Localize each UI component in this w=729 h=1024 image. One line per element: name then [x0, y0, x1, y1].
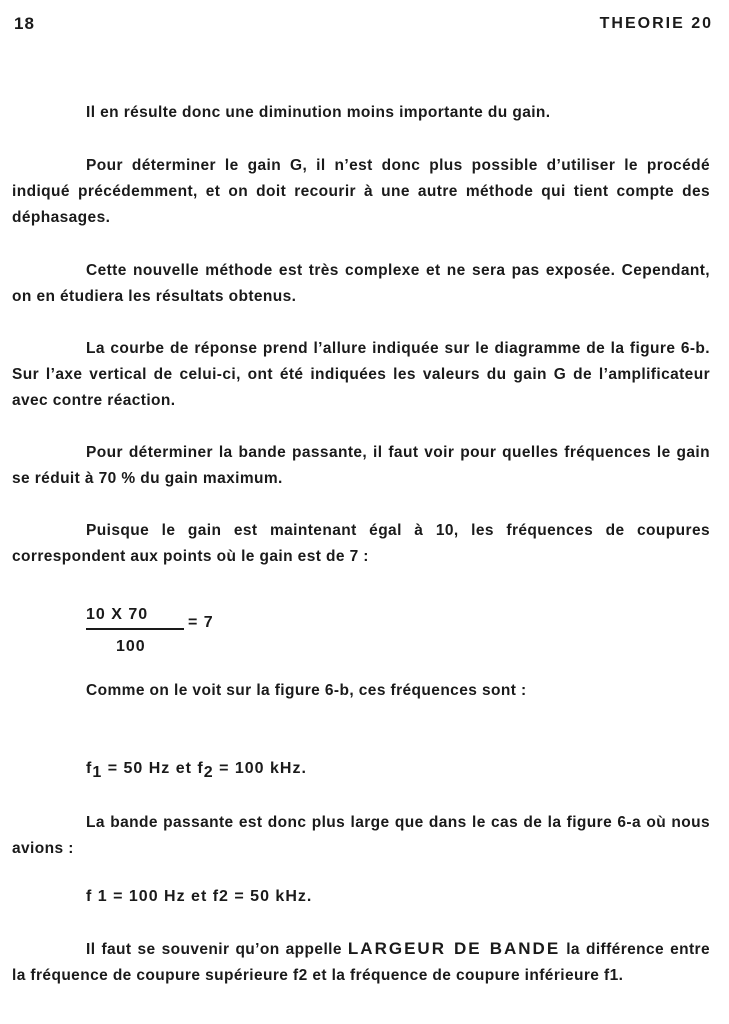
- paragraph-2: Pour déterminer le gain G, il n’est donc plus possible d’utiliser le procédé indiqué précédemment, et on doit recourir à une autre méthode qui tient compte des déphasages.: [12, 157, 710, 226]
- paragraph-5: Pour déterminer la bande passante, il faut voir pour quelles fréquences le gain se réduit à 70 % du gain maximum.: [12, 444, 710, 487]
- paragraph-7: Comme on le voit sur la figure 6-b, ces fréquences sont :: [86, 682, 527, 699]
- fraction-bar: [86, 628, 184, 630]
- fraction-denominator: 100: [116, 638, 146, 655]
- cutoff-formula-6a: f 1 = 100 Hz et f2 = 50 kHz.: [86, 888, 313, 905]
- paragraph-6: Puisque le gain est maintenant égal à 10, les fréquences de coupures correspondent aux points où le gain est de 7 :: [12, 522, 710, 565]
- page-number: 18: [14, 14, 35, 33]
- paragraph-9: Il faut se souvenir qu’on appelle LARGEUR DE BANDE la différence entre la fréquence de coupure supérieure f2 et la fréquence de coupure inférieure f1.: [12, 939, 711, 984]
- section-title: THEORIE 20: [599, 15, 713, 32]
- paragraph-1: Il en résulte donc une diminution moins importante du gain.: [86, 104, 551, 121]
- paragraph-4: La courbe de réponse prend l’allure indiquée sur le diagramme de la figure 6-b. Sur l’axe vertical de celui-ci, ont été indiquées les valeurs du gain G de l’amplificateur avec contre réaction.: [12, 340, 710, 409]
- paragraph-8: La bande passante est donc plus large que dans le cas de la figure 6-a où nous avions :: [12, 814, 710, 857]
- cutoff-formula-6b: $f_1 = 50$ Hz et $f_2 = 100$ kHz.: [86, 760, 307, 781]
- bandwidth-term: LARGEUR DE BANDE: [347, 939, 561, 958]
- paragraph-3: Cette nouvelle méthode est très complexe et ne sera pas exposée. Cependant, on en étudiera les résultats obtenus.: [12, 262, 710, 305]
- fraction-result: = 7: [188, 614, 214, 631]
- fraction-numerator: 10 X 70: [86, 606, 149, 623]
